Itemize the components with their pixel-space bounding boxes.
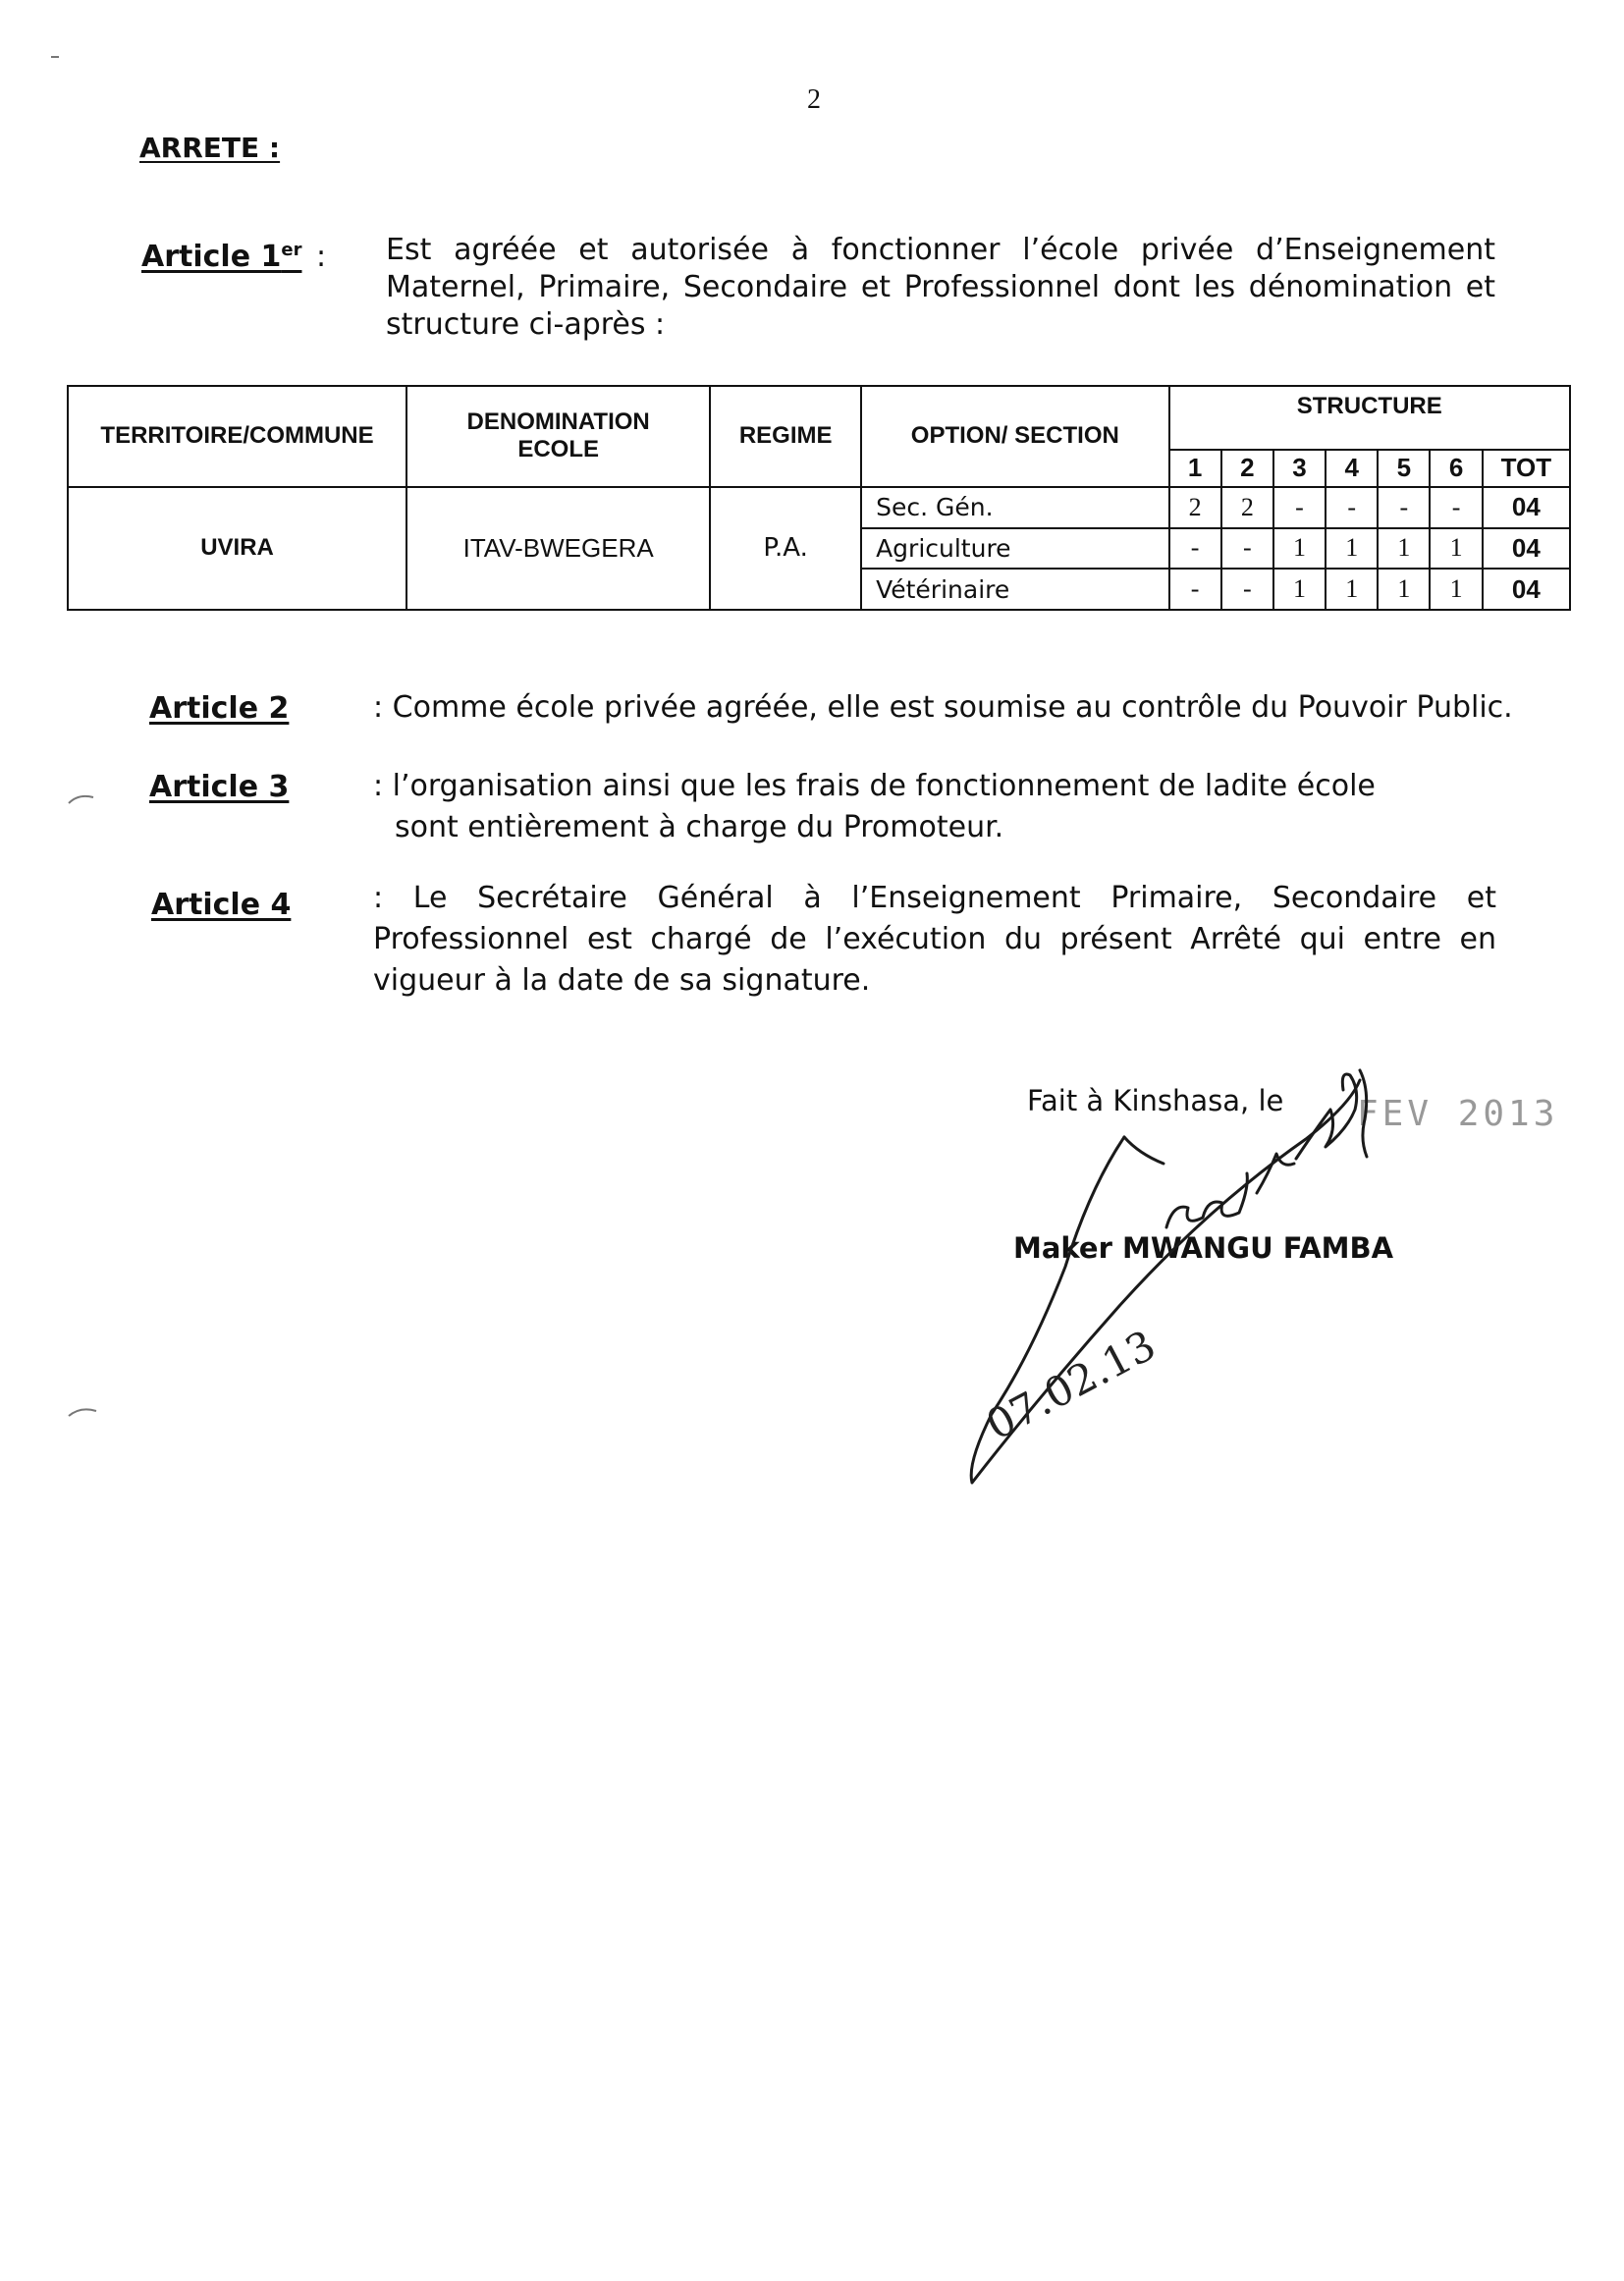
arrete-heading: ARRETE : — [139, 132, 281, 164]
level-value: 1 — [1378, 569, 1430, 610]
article-3-text: : l’organisation ainsi que les frais de fonctionnement de ladite école — [373, 769, 1376, 803]
option-cell: Agriculture — [861, 528, 1168, 570]
header-level-2: 2 — [1221, 450, 1273, 487]
tot-cell: 04 — [1483, 528, 1570, 570]
article-1-label — [141, 240, 301, 274]
header-regime: REGIME — [710, 386, 861, 487]
regime-cell: P.A. — [710, 487, 861, 610]
level-value: 1 — [1430, 569, 1482, 610]
place-and-date: Fait à Kinshasa, le — [1027, 1084, 1284, 1117]
header-level-3: 3 — [1273, 450, 1326, 487]
article-2-text: : Comme école privée agréée, elle est soumise au contrôle du Pouvoir Public. — [373, 690, 1513, 725]
level-value: - — [1169, 528, 1221, 570]
school-structure-table — [67, 385, 1571, 611]
article-1-label-sup: er — [281, 240, 302, 260]
territoire-cell: UVIRA — [68, 487, 406, 610]
level-value: 2 — [1221, 487, 1273, 528]
article-3-text-continued: sont entièrement à charge du Promoteur. — [395, 810, 1004, 844]
level-value: 1 — [1378, 528, 1430, 570]
article-1-label-text: Article 1 — [141, 240, 282, 274]
level-value: 1 — [1273, 569, 1326, 610]
level-value: - — [1430, 487, 1482, 528]
level-value: 1 — [1273, 528, 1326, 570]
article-4-label: Article 4 — [151, 888, 292, 922]
header-level-6: 6 — [1430, 450, 1482, 487]
level-value: 1 — [1430, 528, 1482, 570]
level-value: 1 — [1326, 569, 1378, 610]
option-cell: Vétérinaire — [861, 569, 1168, 610]
handwritten-date: 07.02.13 — [978, 1321, 1164, 1450]
header-tot: TOT — [1483, 450, 1570, 487]
header-level-5: 5 — [1378, 450, 1430, 487]
header-territoire: TERRITOIRE/COMMUNE — [68, 386, 406, 487]
tot-cell: 04 — [1483, 487, 1570, 528]
level-value: 1 — [1326, 528, 1378, 570]
header-structure: STRUCTURE — [1169, 386, 1570, 450]
level-value: 2 — [1169, 487, 1221, 528]
level-value: - — [1273, 487, 1326, 528]
denomination-cell: ITAV-BWEGERA — [406, 487, 710, 610]
article-1-colon: : — [316, 240, 327, 274]
option-cell: Sec. Gén. — [861, 487, 1168, 528]
level-value: - — [1221, 569, 1273, 610]
header-level-4: 4 — [1326, 450, 1378, 487]
date-stamp: FEV 2013 — [1357, 1094, 1559, 1134]
header-level-1: 1 — [1169, 450, 1221, 487]
article-3-label: Article 3 — [149, 770, 290, 804]
article-2-label: Article 2 — [149, 691, 290, 726]
level-value: - — [1169, 569, 1221, 610]
signer-name: Maker MWANGU FAMBA — [1013, 1231, 1394, 1265]
article-4-text: : Le Secrétaire Général à l’Enseignement Primaire, Secondaire et Professionnel est chargé de l’exécution du présent Arrêté qui entre en vigueur à la date de sa signature. — [373, 881, 1496, 998]
table-row — [68, 487, 1570, 528]
page-number: 2 — [807, 84, 821, 115]
level-value: - — [1378, 487, 1430, 528]
level-value: - — [1221, 528, 1273, 570]
header-denomination: DENOMINATION ECOLE — [406, 386, 710, 487]
tot-cell: 04 — [1483, 569, 1570, 610]
header-option: OPTION/ SECTION — [861, 386, 1168, 487]
level-value: - — [1326, 487, 1378, 528]
article-1-text: Est agréée et autorisée à fonctionner l’école privée d’Enseignement Maternel, Primaire, Secondaire et Professionnel dont les dénomination et structure ci-après : — [386, 233, 1495, 342]
